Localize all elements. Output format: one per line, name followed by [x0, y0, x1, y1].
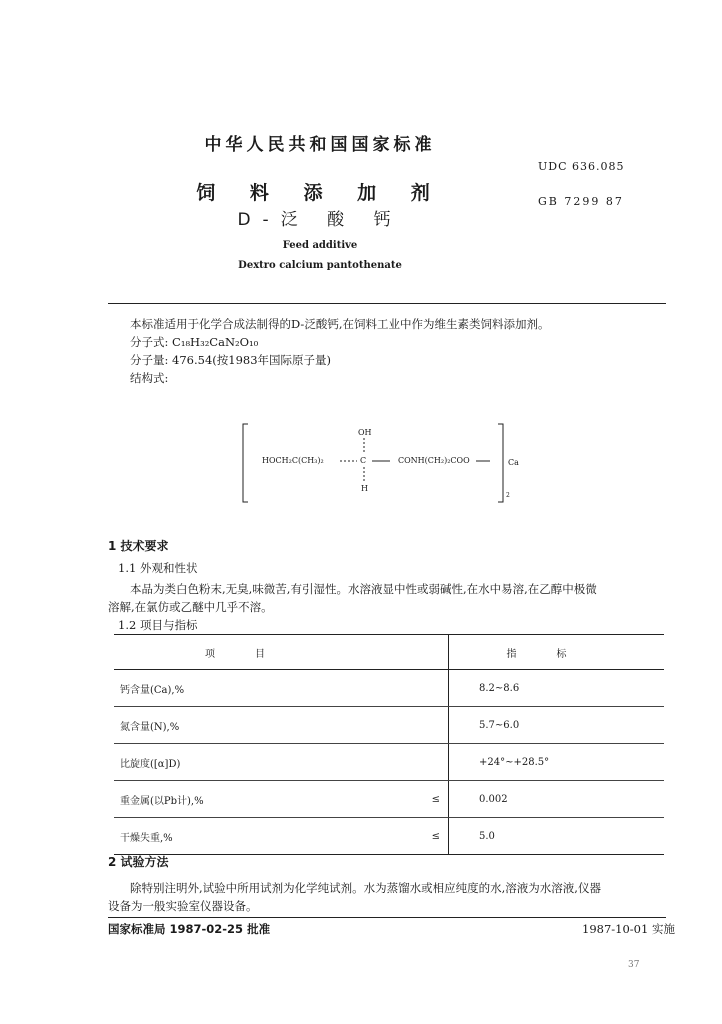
molecular-formula: 分子式: C₁₈H₃₂CaN₂O₁₀	[130, 335, 259, 349]
footer-divider	[108, 917, 666, 918]
title-en-sub: Dextro calcium pantothenate	[238, 260, 402, 271]
formula-right-group: CONH(CH₂)₂COO	[398, 456, 470, 465]
title-zh-main: 饲 料 添 加 剂	[196, 182, 444, 204]
row-item: 比旋度([α]D)	[114, 744, 390, 781]
spec-table	[114, 634, 664, 855]
table-header-item: 项目	[114, 635, 390, 670]
row-cmp	[390, 670, 449, 707]
formula-oh: OH	[358, 428, 372, 437]
formula-carbon: C	[360, 456, 367, 465]
row-value: 5.7~6.0	[449, 707, 665, 744]
row-item: 重金属(以Pb计),%	[114, 781, 390, 818]
implementation-date: 1987-10-01 实施	[582, 922, 675, 936]
formula-left-group: HOCH₂C(CH₃)₂	[262, 456, 324, 465]
formula-h: H	[361, 484, 368, 493]
header-divider	[108, 303, 666, 304]
standard-title: 中华人民共和国国家标准	[204, 135, 436, 155]
title-zh-sub: D-泛 酸 钙	[237, 210, 403, 230]
udc-number: UDC 636.085	[538, 160, 625, 173]
table-row	[114, 670, 664, 707]
row-cmp	[390, 707, 449, 744]
row-item: 干燥失重,%	[114, 818, 390, 855]
subsection-1-2-heading: 1.2 项目与指标	[118, 618, 198, 632]
table-row	[114, 744, 664, 781]
row-cmp: ≤	[390, 818, 449, 855]
row-value: 8.2~8.6	[449, 670, 665, 707]
row-value: 0.002	[449, 781, 665, 818]
row-item: 氮含量(N),%	[114, 707, 390, 744]
subsection-1-1-heading: 1.1 外观和性状	[118, 561, 198, 575]
row-cmp	[390, 744, 449, 781]
table-row	[114, 818, 664, 855]
formula-brackets	[240, 420, 530, 510]
table-header-value: 指标	[449, 635, 665, 670]
table-header-row	[114, 635, 664, 670]
title-en-main: Feed additive	[282, 240, 358, 251]
formula-subscript: 2	[506, 492, 510, 499]
structural-formula	[240, 420, 530, 510]
approval-date: 国家标准局 1987-02-25 批准	[108, 922, 271, 936]
section-2-heading: 2 试验方法	[108, 855, 169, 869]
appearance-text-line2: 溶解,在氯仿或乙醚中几乎不溶。	[108, 600, 273, 614]
formula-metal: Ca	[508, 458, 519, 467]
test-method-text-line2: 设备为一般实验室仪器设备。	[108, 899, 258, 913]
table-row	[114, 781, 664, 818]
row-value: +24°~+28.5°	[449, 744, 665, 781]
structure-label: 结构式:	[130, 371, 169, 385]
gb-number: GB 7299 87	[538, 195, 624, 208]
row-item: 钙含量(Ca),%	[114, 670, 390, 707]
molecular-weight: 分子量: 476.54(按1983年国际原子量)	[130, 353, 332, 367]
section-1-heading: 1 技术要求	[108, 539, 169, 553]
page-number: 37	[628, 960, 640, 970]
scope-text: 本标准适用于化学合成法制得的D-泛酸钙,在饲料工业中作为维生素类饲料添加剂。	[130, 317, 550, 331]
test-method-text-line1: 除特别注明外,试验中所用试剂为化学纯试剂。水为蒸馏水或相应纯度的水,溶液为水溶液,仪器	[130, 881, 601, 895]
appearance-text-line1: 本品为类白色粉末,无臭,味微苦,有引湿性。水溶液显中性或弱碱性,在水中易溶,在乙醇中极微	[130, 582, 597, 596]
row-value: 5.0	[449, 818, 665, 855]
table-row	[114, 707, 664, 744]
row-cmp: ≤	[390, 781, 449, 818]
